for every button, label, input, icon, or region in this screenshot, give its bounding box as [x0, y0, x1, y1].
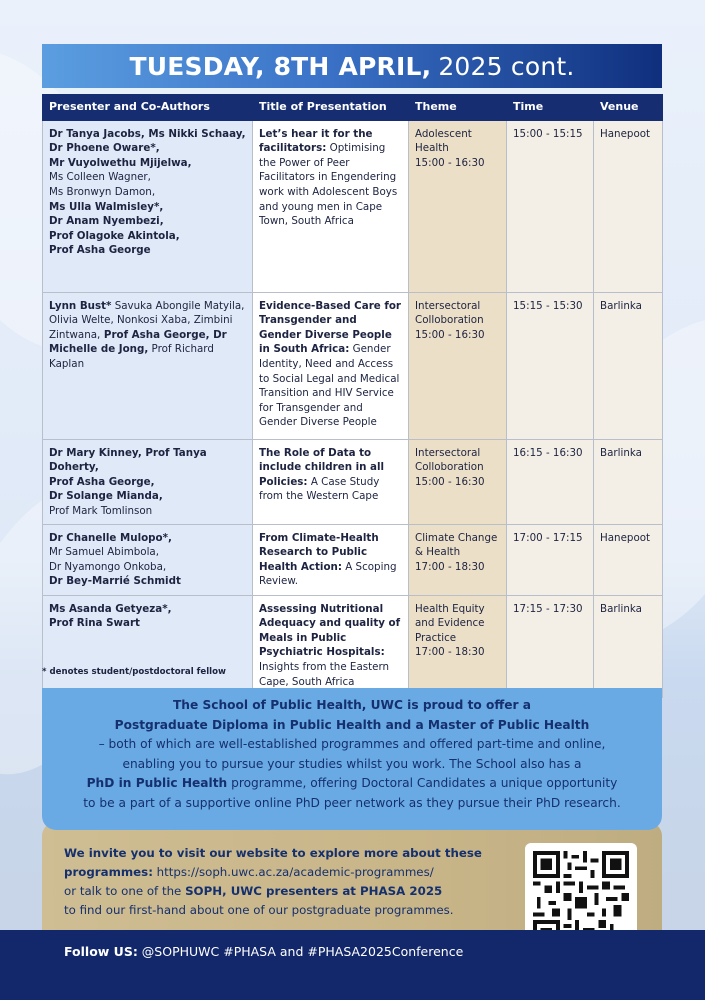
theme-cell: [409, 524, 507, 595]
theme-label: Intersectoral Colloboration: [415, 446, 484, 474]
presenters-cell: [43, 120, 253, 292]
time-cell: 15:00 - 15:15: [507, 120, 594, 292]
presenter-name: Dr Phoene Oware*,: [49, 142, 160, 155]
time-cell: 16:15 - 16:30: [507, 439, 594, 524]
presenter-name: Ms Bronwyn Damon,: [49, 185, 156, 198]
theme-label: Climate Change & Health: [415, 531, 498, 559]
theme-time: 17:00 - 18:30: [415, 560, 485, 573]
theme-time: 15:00 - 16:30: [415, 156, 485, 169]
table-row: [43, 524, 663, 595]
theme-cell: [409, 292, 507, 439]
presenter-name: Ms Colleen Wagner,: [49, 171, 151, 184]
presenter-name: Prof Mark Tomlinson: [49, 504, 153, 517]
title-bold-part: The Role of Data to include children in all Policies:: [259, 446, 385, 488]
title-rest-part: Optimising the Power of Peer Facilitators in Engendering work with Adolescent Boys and young men in Cape Town, South Africa: [259, 142, 398, 228]
presenter-name: Prof Richard Kaplan: [49, 343, 214, 370]
venue-cell: Hanepoot: [594, 120, 663, 292]
time-cell: 17:15 - 17:30: [507, 595, 594, 697]
theme-cell: [409, 595, 507, 697]
presentation-title-cell: [253, 292, 409, 439]
table-row: [43, 120, 663, 292]
follow-us-text: [64, 944, 463, 960]
presentation-title-cell: [253, 120, 409, 292]
title-rest-part: A Scoping Review.: [259, 560, 397, 588]
promo-panel: [42, 688, 662, 830]
invite-line-3-text: or talk to one of the: [64, 884, 186, 898]
presenter-name: Dr Bey-Marrié Schmidt: [49, 575, 181, 588]
column-header-time: Time: [507, 95, 594, 121]
promo-line-4: enabling you to pursue your studies whilst you work. The School also has a: [122, 756, 582, 771]
theme-time: 15:00 - 16:30: [415, 475, 485, 488]
presenter-name: Dr Chanelle Mulopo*,: [49, 531, 172, 544]
promo-line-5-rest: programme, offering Doctoral Candidates a unique opportunity: [227, 776, 618, 790]
follow-label: Follow US:: [64, 944, 138, 959]
promo-line-5: [42, 774, 662, 794]
presenter-name: Prof Asha George,: [49, 475, 155, 488]
presenter-name: Savuka Abongile Matyila, Olivia Welte, Nonkosi Xaba, Zimbini Zintwana,: [49, 299, 245, 341]
presenter-name: Prof Asha George, Dr Michelle de Jong,: [49, 328, 227, 356]
column-header-title: Title of Presentation: [253, 95, 409, 121]
invite-presenters-bold: SOPH, UWC presenters at PHASA 2025: [185, 884, 443, 898]
footer-bar: [0, 930, 705, 1000]
presenters-cell: [43, 439, 253, 524]
presenters-cell: [43, 292, 253, 439]
time-cell: 17:00 - 17:15: [507, 524, 594, 595]
presenter-name: Prof Asha George: [49, 244, 151, 257]
presenter-name: Dr Anam Nyembezi,: [49, 215, 164, 228]
invite-programmes-label: programmes:: [64, 865, 153, 879]
footnote: * denotes student/postdoctoral fellow: [42, 667, 226, 677]
website-link[interactable]: https://soph.uwc.ac.za/academic-programmes/: [152, 865, 434, 879]
theme-label: Intersectoral Colloboration: [415, 299, 484, 327]
theme-cell: [409, 439, 507, 524]
title-bold-part: Assessing Nutritional Adequacy and quality of Meals in Public Psychiatric Hospitals:: [259, 602, 401, 659]
presentation-title-cell: [253, 439, 409, 524]
venue-cell: Barlinka: [594, 292, 663, 439]
presenter-name: Mr Vuyolwethu Mjijelwa,: [49, 156, 192, 169]
theme-label: Health Equity and Evidence Practice: [415, 602, 485, 644]
column-header-presenter: Presenter and Co-Authors: [43, 95, 253, 121]
presenter-name: Prof Olagoke Akintola,: [49, 229, 180, 242]
presenters-cell: [43, 595, 253, 697]
presenter-name: Dr Mary Kinney, Prof Tanya Doherty,: [49, 446, 207, 474]
invite-line-1: We invite you to visit our website to explore more about these: [64, 846, 482, 860]
theme-cell: [409, 120, 507, 292]
title-suffix: 2025 cont.: [438, 51, 575, 81]
presenter-name: Mr Samuel Abimbola,: [49, 546, 160, 559]
promo-line-3: – both of which are well-established programmes and offered part-time and online,: [98, 737, 606, 751]
table-row: [43, 595, 663, 697]
promo-line-1: The School of Public Health, UWC is proud to offer a: [172, 698, 532, 712]
time-cell: 15:15 - 15:30: [507, 292, 594, 439]
title-bold-part: Let’s hear it for the facilitators:: [259, 127, 373, 155]
venue-cell: Barlinka: [594, 595, 663, 697]
presenters-cell: [43, 524, 253, 595]
title-rest-part: Gender Identity, Need and Access to Social Legal and Medical Transition and HIV Service for Transgender and Gender Diverse People: [259, 343, 400, 429]
invite-line-4: to find our first-hand about one of our postgraduate programmes.: [64, 903, 454, 917]
promo-line-6: to be a part of a supportive online PhD peer network as they pursue their PhD research.: [83, 795, 621, 810]
program-table: [42, 94, 663, 698]
theme-label: Adolescent Health: [415, 127, 472, 155]
promo-line-2: Postgraduate Diploma in Public Health and a Master of Public Health: [114, 717, 590, 732]
table-header-row: [43, 95, 663, 121]
title-bold-part: Evidence-Based Care for Transgender and Gender Diverse People in South Africa:: [259, 299, 401, 356]
title-rest-part: Insights from the Eastern Cape, South Africa: [259, 660, 390, 688]
table-row: [43, 292, 663, 439]
promo-phd-bold: PhD in Public Health: [86, 776, 228, 790]
presenter-name: Dr Solange Mianda,: [49, 490, 163, 503]
table-row: [43, 439, 663, 524]
title-rest-part: A Case Study from the Western Cape: [259, 475, 380, 503]
presentation-title-cell: [253, 595, 409, 697]
presenter-name: Lynn Bust*: [49, 299, 112, 312]
presenter-name: Ms Ulla Walmisley*,: [49, 200, 164, 213]
page-title: [42, 44, 662, 88]
column-header-venue: Venue: [594, 95, 663, 121]
title-date: TUESDAY, 8TH APRIL,: [129, 51, 432, 81]
presenter-name: Dr Nyamongo Onkoba,: [49, 560, 167, 573]
venue-cell: Barlinka: [594, 439, 663, 524]
presenter-name: Ms Asanda Getyeza*,: [49, 602, 172, 615]
theme-time: 17:00 - 18:30: [415, 646, 485, 659]
social-handles: @SOPHUWC #PHASA and #PHASA2025Conference: [137, 944, 464, 959]
presenter-name: Prof Rina Swart: [49, 617, 140, 630]
venue-cell: Hanepoot: [594, 524, 663, 595]
presenter-name: Dr Tanya Jacobs, Ms Nikki Schaay,: [49, 127, 246, 140]
column-header-theme: Theme: [409, 95, 507, 121]
theme-time: 15:00 - 16:30: [415, 328, 485, 341]
title-bold-part: From Climate-Health Research to Public Health Action:: [259, 531, 379, 573]
presentation-title-cell: [253, 524, 409, 595]
